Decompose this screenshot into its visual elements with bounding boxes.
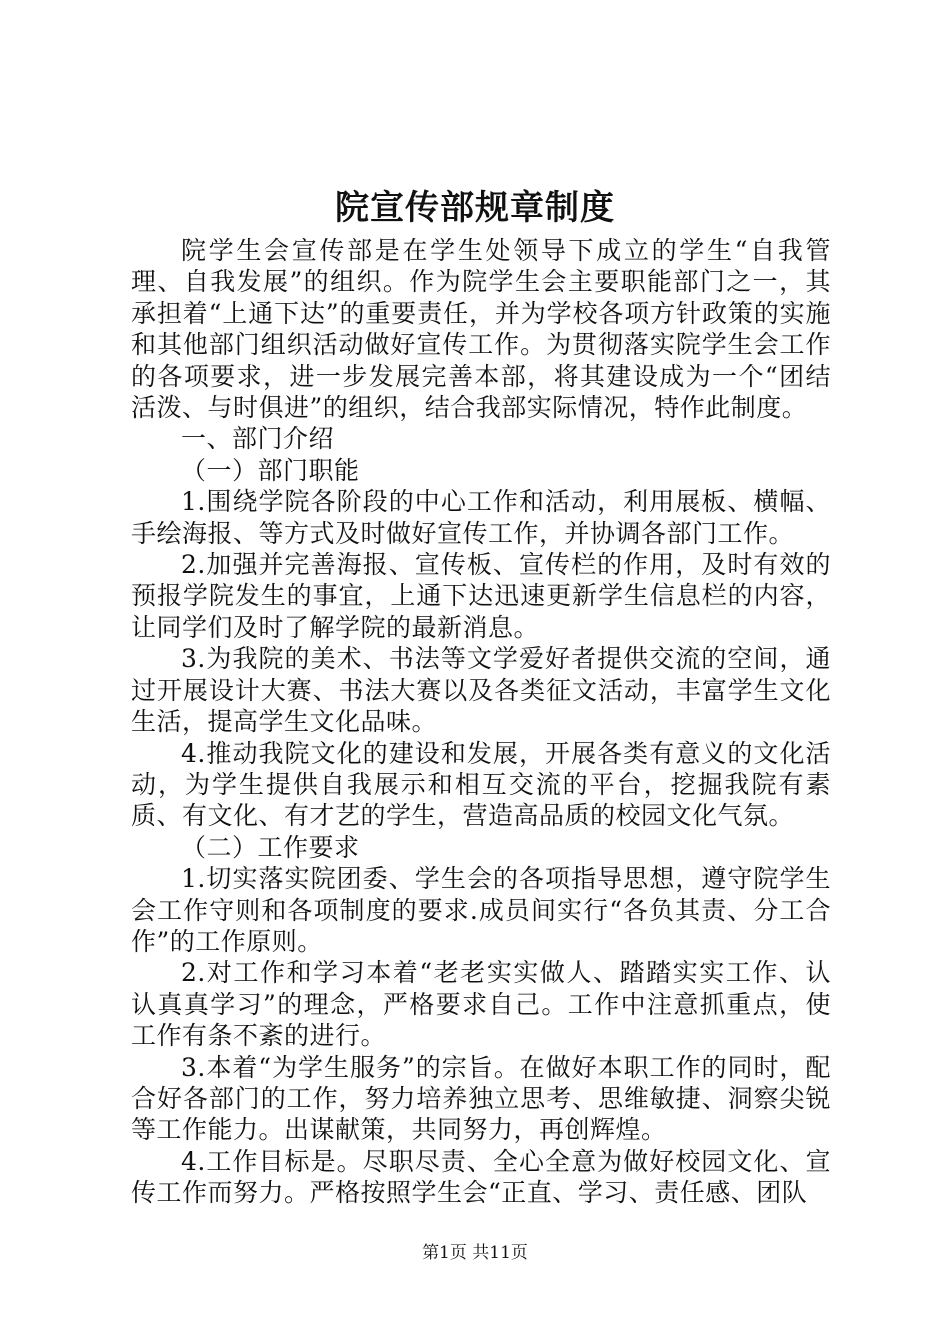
subsection-heading-duties: （一）部门职能 [181,455,360,485]
duty-paragraph-3: 3.为我院的美术、书法等文学爱好者提供交流的空间，通过开展设计大赛、书法大赛以及各类征文活动，丰富学生文化生活，提高学生文化品味。 [131,644,831,737]
intro-paragraph: 院学生会宣传部是在学生处领导下成立的学生“自我管理、自我发展”的组织。作为院学生会主要职能部门之一，其承担着“上通下达”的重要责任，并为学校各项方针政策的实施和其他部门组织活动做好宣传工作。为贯彻落实院学生会工作的各项要求，进一步发展完善本部，将其建设成为一个“团结活泼、与时俱进”的组织，结合我部实际情况，特作此制度。 [131,236,831,423]
requirement-paragraph-3: 3.本着“为学生服务”的宗旨。在做好本职工作的同时，配合好各部门的工作，努力培养独立思考、思维敏捷、洞察尖锐等工作能力。出谋献策，共同努力，再创辉煌。 [131,1052,831,1145]
duty-paragraph-2: 2.加强并完善海报、宣传板、宣传栏的作用，及时有效的预报学院发生的事宜，上通下达迅速更新学生信息栏的内容，让同学们及时了解学院的最新消息。 [131,550,831,642]
document-title: 院宣传部规章制度 [335,188,615,228]
page-footer: 第1页 共11页 [422,1243,528,1263]
duty-paragraph-1: 1.围绕学院各阶段的中心工作和活动，利用展板、横幅、手绘海报、等方式及时做好宣传工作，并协调各部门工作。 [131,487,831,548]
duty-paragraph-4: 4.推动我院文化的建设和发展，开展各类有意义的文化活动，为学生提供自我展示和相互交流的平台，挖掘我院有素质、有文化、有才艺的学生，营造高品质的校园文化气氛。 [131,738,831,831]
subsection-heading-requirements: （二）工作要求 [181,832,360,862]
section-heading-department-intro: 一、部门介绍 [181,424,335,454]
requirement-paragraph-4: 4.工作目标是。尽职尽责、全心全意为做好校园文化、宣传工作而努力。严格按照学生会“正直、学习、责任感、团队 [131,1146,831,1208]
document-body [131,235,831,1209]
requirement-paragraph-1: 1.切实落实院团委、学生会的各项指导思想，遵守院学生会工作守则和各项制度的要求.成员间实行“各负其责、分工合作”的工作原则。 [131,864,831,956]
requirement-paragraph-2: 2.对工作和学习本着“老老实实做人、踏踏实实工作、认认真真学习”的理念，严格要求自己。工作中注意抓重点，使工作有条不紊的进行。 [131,958,831,1051]
